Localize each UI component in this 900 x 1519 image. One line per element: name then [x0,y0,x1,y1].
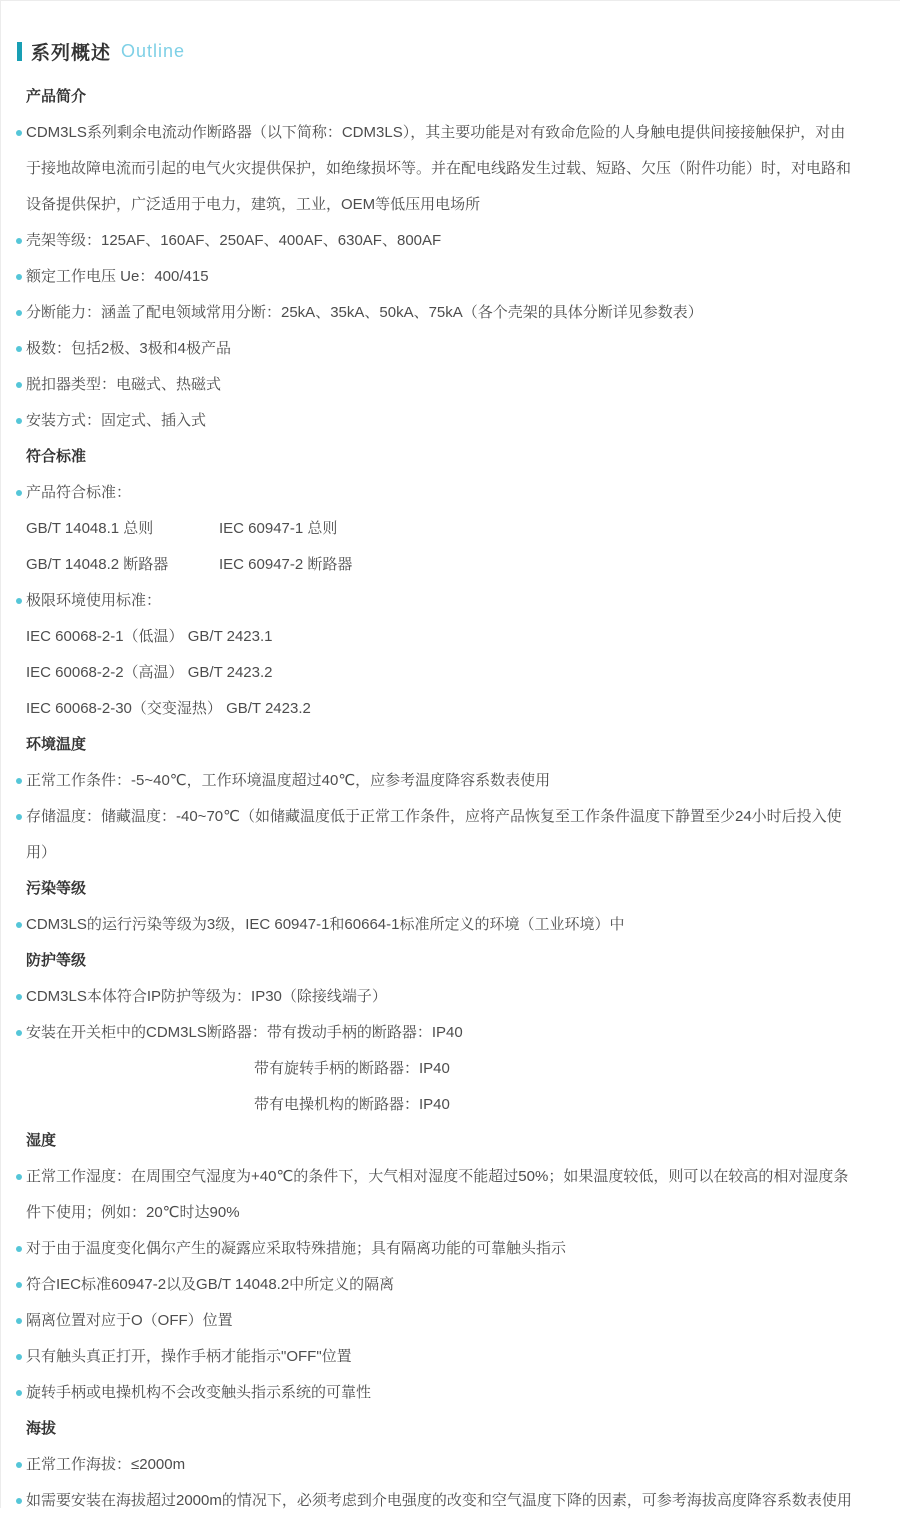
accent-bar-icon [17,42,22,61]
bullet-item: CDM3LS的运行污染等级为3级，IEC 60947-1和60664-1标准所定义的环境（工业环境）中 [1,907,900,943]
bullet-item: 脱扣器类型：电磁式、热磁式 [1,367,900,403]
bullet-item: 安装方式：固定式、插入式 [1,403,900,439]
standards-row [1,511,900,547]
plain-item: IEC 60068-2-2（高温） GB/T 2423.2 [26,664,273,681]
bullet-item: 分断能力：涵盖了配电领域常用分断：25kA、35kA、50kA、75kA（各个壳架的具体分断详见参数表） [1,295,900,331]
bullet-item: 额定工作电压 Ue：400/415 [1,259,900,295]
section-heading: 防护等级 [26,952,87,969]
bullet-item: 旋转手柄或电操机构不会改变触头指示系统的可靠性 [1,1375,900,1411]
bullet-item: 正常工作湿度：在周围空气湿度为+40℃的条件下，大气相对湿度不能超过50%；如果温度较低，则可以在较高的相对湿度条件下使用；例如：20℃时达90% [1,1159,900,1231]
bullet-item: 只有触头真正打开，操作手柄才能指示"OFF"位置 [1,1339,900,1375]
bullet-item: 安装在开关柜中的CDM3LS断路器：带有拨动手柄的断路器：IP40 [1,1015,900,1051]
bullet-item: 产品符合标准： [1,475,900,511]
bullet-item: 正常工作海拔：≤2000m [1,1447,900,1483]
plain-item: IEC 60068-2-30（交变湿热） GB/T 2423.2 [26,700,311,717]
section-heading: 符合标准 [26,448,87,465]
bullet-item: 正常工作条件：-5~40℃，工作环境温度超过40℃，应参考温度降容系数表使用 [1,763,900,799]
section-heading: 环境温度 [26,736,87,753]
bullet-item: 符合IEC标准60947-2以及GB/T 14048.2中所定义的隔离 [1,1267,900,1303]
standard-col-gb: GB/T 14048.2 断路器 [26,556,169,573]
section-heading: 产品简介 [26,88,87,105]
bullet-item: 隔离位置对应于O（OFF）位置 [1,1303,900,1339]
section-heading: 海拔 [26,1420,57,1437]
page-subtitle: Outline [121,40,186,61]
standards-row [1,547,900,583]
indented-item: 带有电操机构的断路器：IP40 [254,1096,450,1113]
plain-item: IEC 60068-2-1（低温） GB/T 2423.1 [26,628,273,645]
bullet-item: CDM3LS本体符合IP防护等级为：IP30（除接线端子） [1,979,900,1015]
page-title: 系列概述 [31,42,112,64]
indented-item: 带有旋转手柄的断路器：IP40 [254,1060,450,1077]
bullet-item: 极数：包括2极、3极和4极产品 [1,331,900,367]
standard-col-iec: IEC 60947-2 断路器 [219,556,353,573]
sections [1,79,900,1519]
standard-col-iec: IEC 60947-1 总则 [219,520,338,537]
section-heading: 湿度 [26,1132,57,1149]
page-header [1,1,900,63]
bullet-item: 极限环境使用标准： [1,583,900,619]
bullet-item: 如需要安装在海拔超过2000m的情况下，必须考虑到介电强度的改变和空气温度下降的因素，可参考海拔高度降容系数表使用 [1,1483,900,1519]
bullet-item: 对于由于温度变化偶尔产生的凝露应采取特殊措施；具有隔离功能的可靠触头指示 [1,1231,900,1267]
section-heading: 污染等级 [26,880,87,897]
bullet-item: 存储温度：储藏温度：-40~70℃（如储藏温度低于正常工作条件，应将产品恢复至工作条件温度下静置至少24小时后投入使用） [1,799,900,871]
bullet-item: 壳架等级：125AF、160AF、250AF、400AF、630AF、800AF [1,223,900,259]
standard-col-gb: GB/T 14048.1 总则 [26,520,154,537]
bullet-item: CDM3LS系列剩余电流动作断路器（以下简称：CDM3LS），其主要功能是对有致命危险的人身触电提供间接接触保护，对由于接地故障电流而引起的电气火灾提供保护，如绝缘损坏等。并在配电线路发生过载、短路、欠压（附件功能）时，对电路和设备提供保护，广泛适用于电力，建筑，工业，OEM等低压用电场所 [1,115,900,223]
